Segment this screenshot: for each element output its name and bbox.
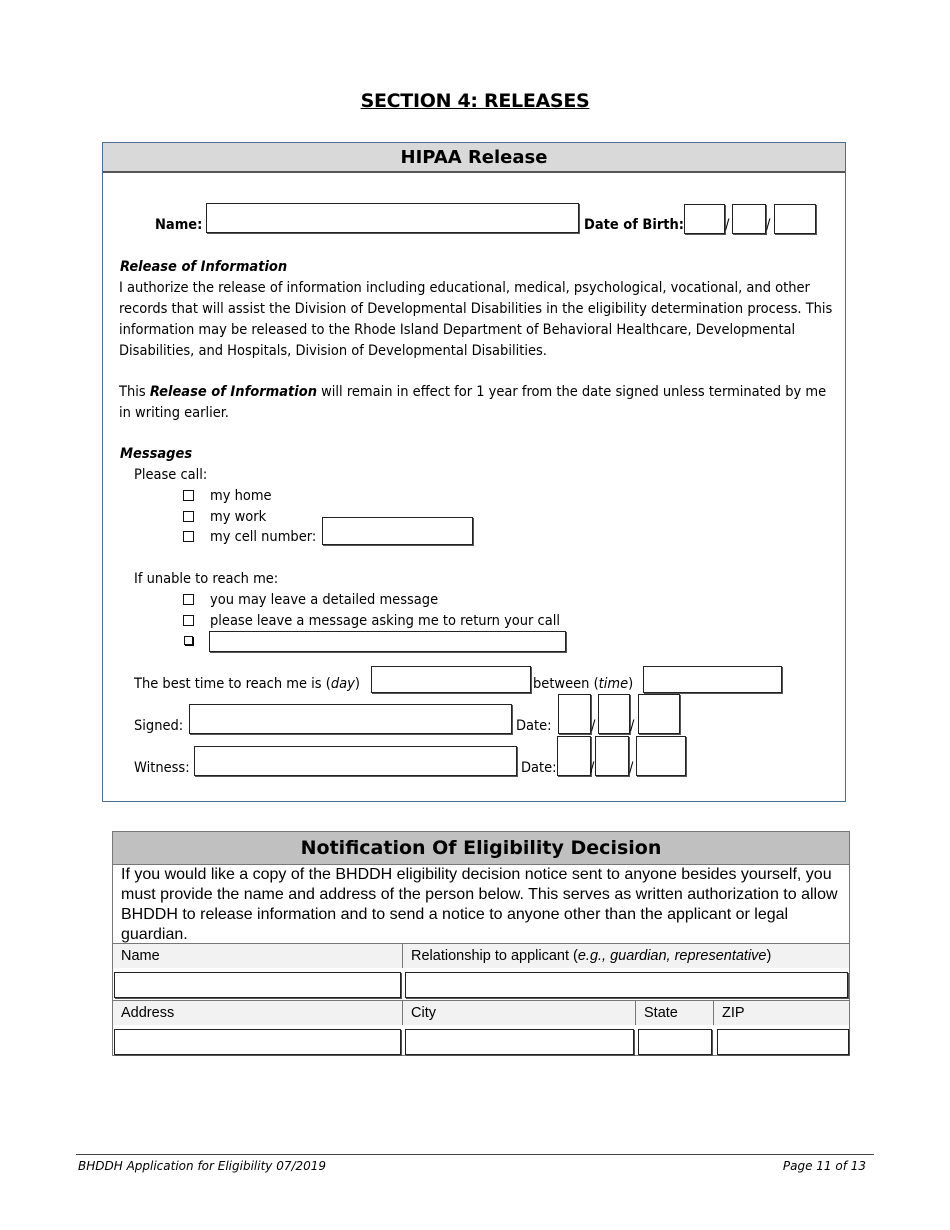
zip-input[interactable] (717, 1029, 849, 1055)
release-heading: Release of Information (120, 259, 288, 275)
signed-label: Signed: (134, 718, 184, 734)
footer-divider (76, 1154, 874, 1155)
date-separator: / (590, 760, 595, 776)
between-close: ) (628, 676, 634, 692)
address-input[interactable] (114, 1029, 401, 1055)
relationship-prefix: Relationship to applicant ( (411, 948, 578, 964)
relationship-input[interactable] (405, 972, 848, 998)
state-label: State (636, 1001, 714, 1025)
my-home-checkbox[interactable] (183, 490, 194, 501)
my-home-label: my home (210, 488, 272, 504)
return-call-label: please leave a message asking me to return your call (210, 613, 560, 629)
notification-text: If you would like a copy of the BHDDH eligibility decision notice sent to anyone besides yourself, you must provide the name and address of the person below. This serves as written authorization to allow BHDDH to release information and to send a notice to anyone other than the applicant or legal guardian. (121, 866, 838, 943)
hipaa-release-header: HIPAA Release (103, 143, 845, 173)
dob-separator: / (766, 217, 771, 233)
other-option-checkbox[interactable] (184, 636, 193, 645)
effect-prefix: This (119, 384, 150, 400)
witness-date-day-input[interactable] (595, 736, 629, 776)
my-cell-label: my cell number: (210, 529, 317, 545)
footer-page-number: Page 11 of 13 (782, 1159, 866, 1173)
release-paragraph: I authorize the release of information including educational, medical, psychological, vocational, and other records that will assist the Division of Developmental Disabilities in the eligibility determination process. This information may be released to the Rhode Island Department of Behavioral Healthcare, Developmental Disabilities, and Hospitals, Division of Developmental Disabilities. (119, 280, 833, 359)
name-label: Name: (155, 217, 203, 233)
dob-day-input[interactable] (732, 204, 766, 234)
cell-number-input[interactable] (322, 517, 473, 545)
best-time-close: ) (354, 676, 360, 692)
zip-label: ZIP (714, 1001, 849, 1025)
unable-to-reach-label: If unable to reach me: (134, 571, 279, 587)
recipient-name-label: Name (113, 944, 403, 968)
dob-separator: / (725, 217, 730, 233)
name-input[interactable] (206, 203, 579, 233)
day-word: day (330, 676, 355, 692)
my-work-label: my work (210, 509, 267, 525)
best-time-input[interactable] (643, 666, 782, 693)
witness-date-month-input[interactable] (557, 736, 591, 776)
effect-suffix: will remain in effect for 1 year from the date signed unless terminated by me in writing earlier. (119, 384, 827, 421)
signed-date-month-input[interactable] (558, 694, 591, 734)
signed-date-year-input[interactable] (638, 694, 680, 734)
recipient-name-input[interactable] (114, 972, 401, 998)
detailed-message-label: you may leave a detailed message (210, 592, 439, 608)
messages-heading: Messages (120, 446, 193, 462)
between-prefix: between ( (533, 676, 599, 692)
dob-year-input[interactable] (774, 204, 816, 234)
witness-label: Witness: (134, 760, 190, 776)
date-separator: / (630, 718, 635, 734)
state-input[interactable] (638, 1029, 712, 1055)
date-separator: / (629, 760, 634, 776)
signed-date-label: Date: (516, 718, 552, 734)
dob-month-input[interactable] (684, 204, 725, 234)
notification-header: Notification Of Eligibility Decision (113, 832, 849, 865)
other-option-input[interactable] (209, 631, 566, 652)
time-word: time (598, 676, 629, 692)
effect-bold: Release of Information (149, 384, 317, 400)
witness-date-label: Date: (521, 760, 557, 776)
return-call-checkbox[interactable] (183, 615, 194, 626)
signed-date-day-input[interactable] (598, 694, 630, 734)
witness-date-year-input[interactable] (636, 736, 686, 776)
best-time-prefix: The best time to reach me is ( (134, 676, 331, 692)
dob-label: Date of Birth: (584, 217, 685, 233)
relationship-italic: e.g., guardian, representative (577, 948, 767, 964)
date-separator: / (591, 718, 596, 734)
footer-document-title: BHDDH Application for Eligibility 07/2019 (78, 1159, 327, 1173)
relationship-suffix: ) (766, 948, 772, 964)
best-time-label (134, 674, 360, 695)
hipaa-release-section (102, 142, 846, 802)
city-label: City (403, 1001, 636, 1025)
detailed-message-checkbox[interactable] (183, 594, 194, 605)
relationship-label (403, 944, 849, 968)
between-label (533, 674, 633, 695)
please-call-label: Please call: (134, 467, 208, 483)
signature-input[interactable] (189, 704, 512, 734)
notification-section (112, 831, 850, 1056)
address-label: Address (113, 1001, 403, 1025)
my-work-checkbox[interactable] (183, 511, 194, 522)
page-title: SECTION 4: RELEASES (360, 90, 590, 112)
best-day-input[interactable] (371, 666, 531, 693)
city-input[interactable] (405, 1029, 634, 1055)
my-cell-checkbox[interactable] (183, 531, 194, 542)
release-effect-text (119, 382, 834, 424)
witness-input[interactable] (194, 746, 517, 776)
